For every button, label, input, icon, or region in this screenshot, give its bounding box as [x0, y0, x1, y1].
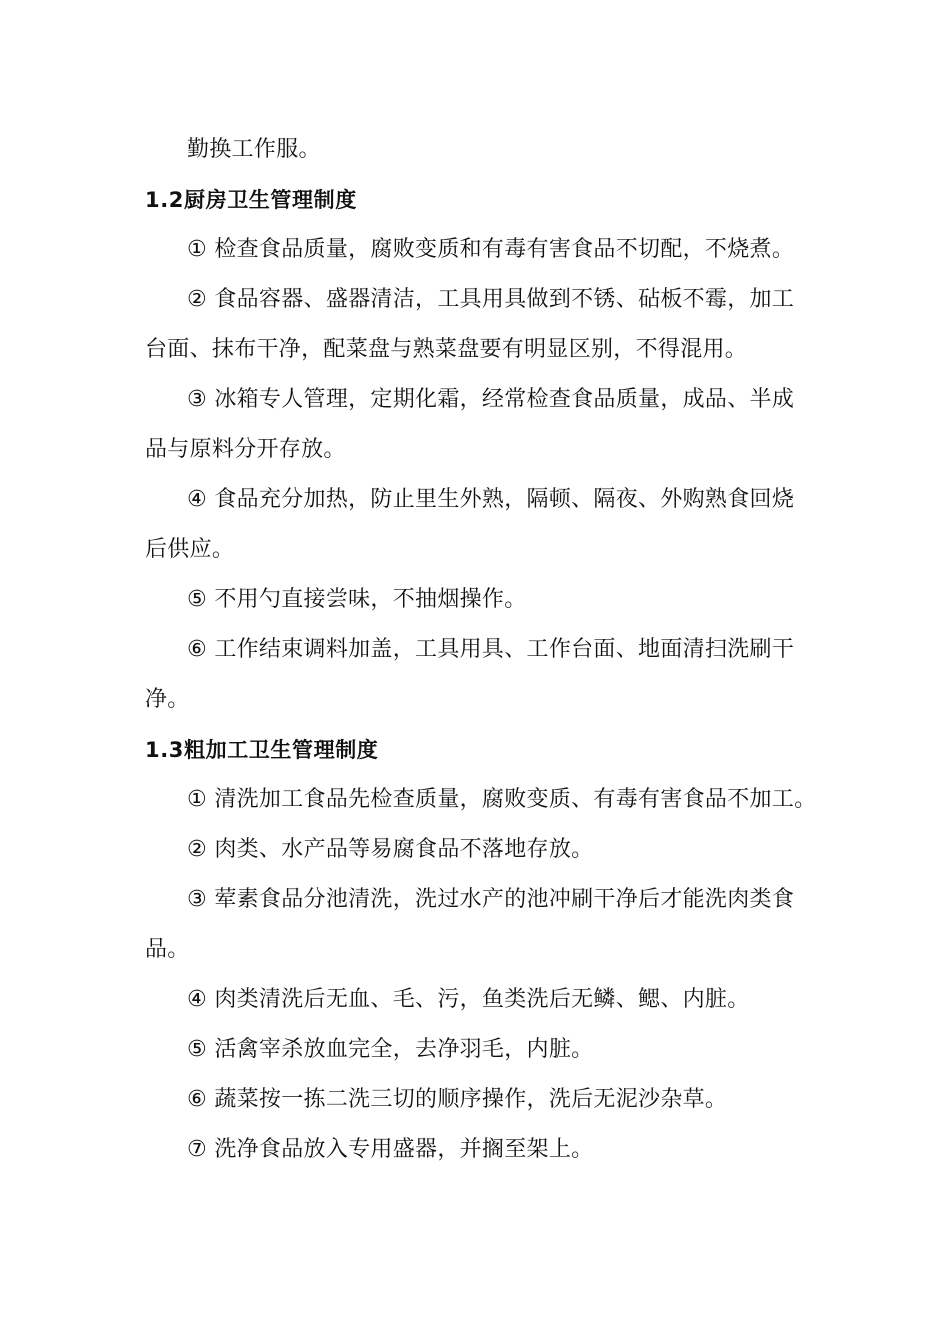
rule-item-1-3-5: ⑤ 活禽宰杀放血完全，去净羽毛，内脏。 — [187, 1037, 594, 1062]
rule-item-1-2-3-cont: 品与原料分开存放。 — [145, 437, 346, 462]
rule-item-1-2-1: ① 检查食品质量，腐败变质和有毒有害食品不切配，不烧煮。 — [187, 237, 795, 262]
document-body — [145, 125, 817, 1175]
rule-item-1-2-2: ② 食品容器、盛器清洁，工具用具做到不锈、砧板不霉，加工 — [187, 287, 795, 312]
rule-item-1-3-1: ① 清洗加工食品先检查质量，腐败变质、有毒有害食品不加工。 — [187, 787, 817, 812]
continuation-line: 勤换工作服。 — [187, 137, 321, 162]
rule-item-1-2-4-cont: 后供应。 — [145, 537, 235, 562]
rule-item-1-3-7: ⑦ 洗净食品放入专用盛器，并搁至架上。 — [187, 1137, 594, 1162]
rule-item-1-2-6: ⑥ 工作结束调料加盖，工具用具、工作台面、地面清扫洗刷干 — [187, 637, 795, 662]
section-heading-1-3: 1.3粗加工卫生管理制度 — [145, 738, 379, 762]
rule-item-1-2-5: ⑤ 不用勺直接尝味，不抽烟操作。 — [187, 587, 527, 612]
rule-item-1-3-3-cont: 品。 — [145, 937, 190, 962]
rule-item-1-2-2-cont: 台面、抹布干净，配菜盘与熟菜盘要有明显区别，不得混用。 — [145, 337, 748, 362]
rule-item-1-3-6: ⑥ 蔬菜按一拣二洗三切的顺序操作，洗后无泥沙杂草。 — [187, 1087, 728, 1112]
rule-item-1-2-4: ④ 食品充分加热，防止里生外熟，隔顿、隔夜、外购熟食回烧 — [187, 487, 795, 512]
section-heading-1-2: 1.2厨房卫生管理制度 — [145, 188, 357, 212]
rule-item-1-3-4: ④ 肉类清洗后无血、毛、污，鱼类洗后无鳞、鳃、内脏。 — [187, 987, 750, 1012]
rule-item-1-2-6-cont: 净。 — [145, 687, 190, 712]
rule-item-1-2-3: ③ 冰箱专人管理，定期化霜，经常检查食品质量，成品、半成 — [187, 387, 795, 412]
rule-item-1-3-3: ③ 荤素食品分池清洗，洗过水产的池冲刷干净后才能洗肉类食 — [187, 887, 795, 912]
rule-item-1-3-2: ② 肉类、水产品等易腐食品不落地存放。 — [187, 837, 594, 862]
